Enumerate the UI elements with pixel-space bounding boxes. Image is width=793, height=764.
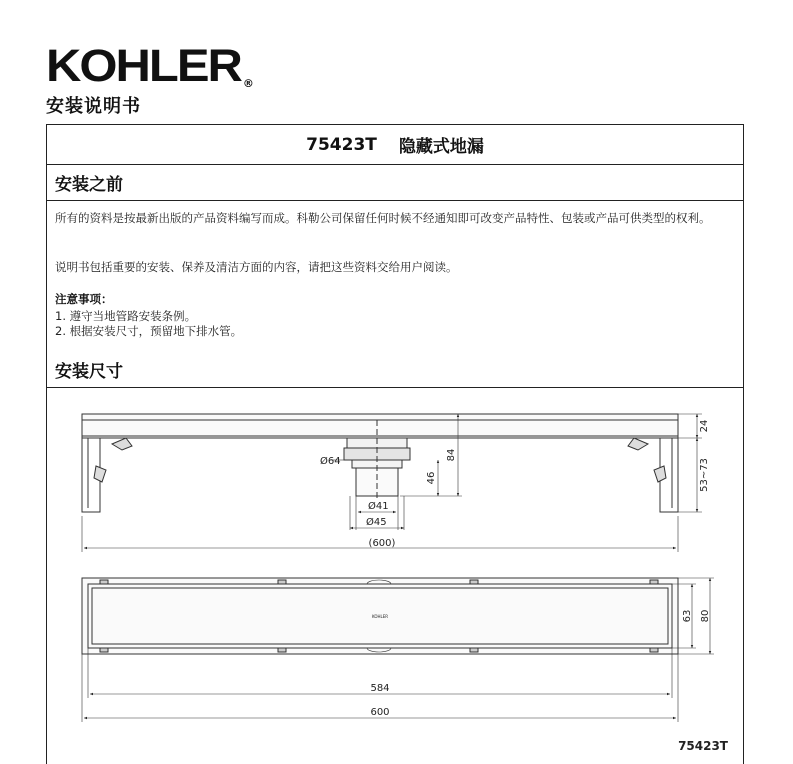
dim-46: 46 — [426, 471, 437, 485]
dim-dia-41: Ø41 — [368, 501, 389, 512]
document-frame — [46, 124, 744, 764]
dim-600-paren: (600) — [368, 538, 396, 549]
section-heading-before-install: 安装之前 — [47, 165, 743, 201]
dim-84: 84 — [446, 448, 457, 462]
note-item: 2. 根据安装尺寸，预留地下排水管。 — [55, 324, 243, 338]
dim-dia-64: Ø64 — [320, 456, 341, 467]
model-label: 75423T — [678, 739, 728, 753]
title-bar — [47, 125, 743, 165]
paragraph-instructions: 说明书包括重要的安装、保养及清洁方面的内容，请把这些资料交给用户阅读。 — [55, 260, 458, 274]
dim-80: 80 — [700, 609, 711, 623]
dim-584: 584 — [370, 683, 390, 694]
dim-24: 24 — [699, 419, 710, 433]
dim-600: 600 — [370, 707, 390, 718]
grate-brand-text: KOHLER — [371, 614, 389, 619]
section-heading-dimensions: 安装尺寸 — [47, 352, 743, 388]
paragraph-disclaimer: 所有的资料是按最新出版的产品资料编写而成。科勒公司保留任何时候不经通知即可改变产品特性、包装或产品可供类型的权利。 — [55, 211, 711, 225]
document-title: 安装说明书 — [46, 96, 141, 117]
dim-53-73: 53~73 — [699, 458, 710, 492]
dim-dia-45: Ø45 — [366, 517, 387, 528]
logo-wordmark: KOHLER — [46, 41, 241, 91]
registered-mark: ® — [242, 77, 254, 90]
dim-63: 63 — [682, 609, 693, 623]
note-item: 1. 遵守当地管路安装条例。 — [55, 309, 197, 323]
product-name: 隐藏式地漏 — [398, 137, 484, 157]
notes-title: 注意事项： — [55, 292, 113, 306]
model-number: 75423T — [306, 134, 377, 155]
